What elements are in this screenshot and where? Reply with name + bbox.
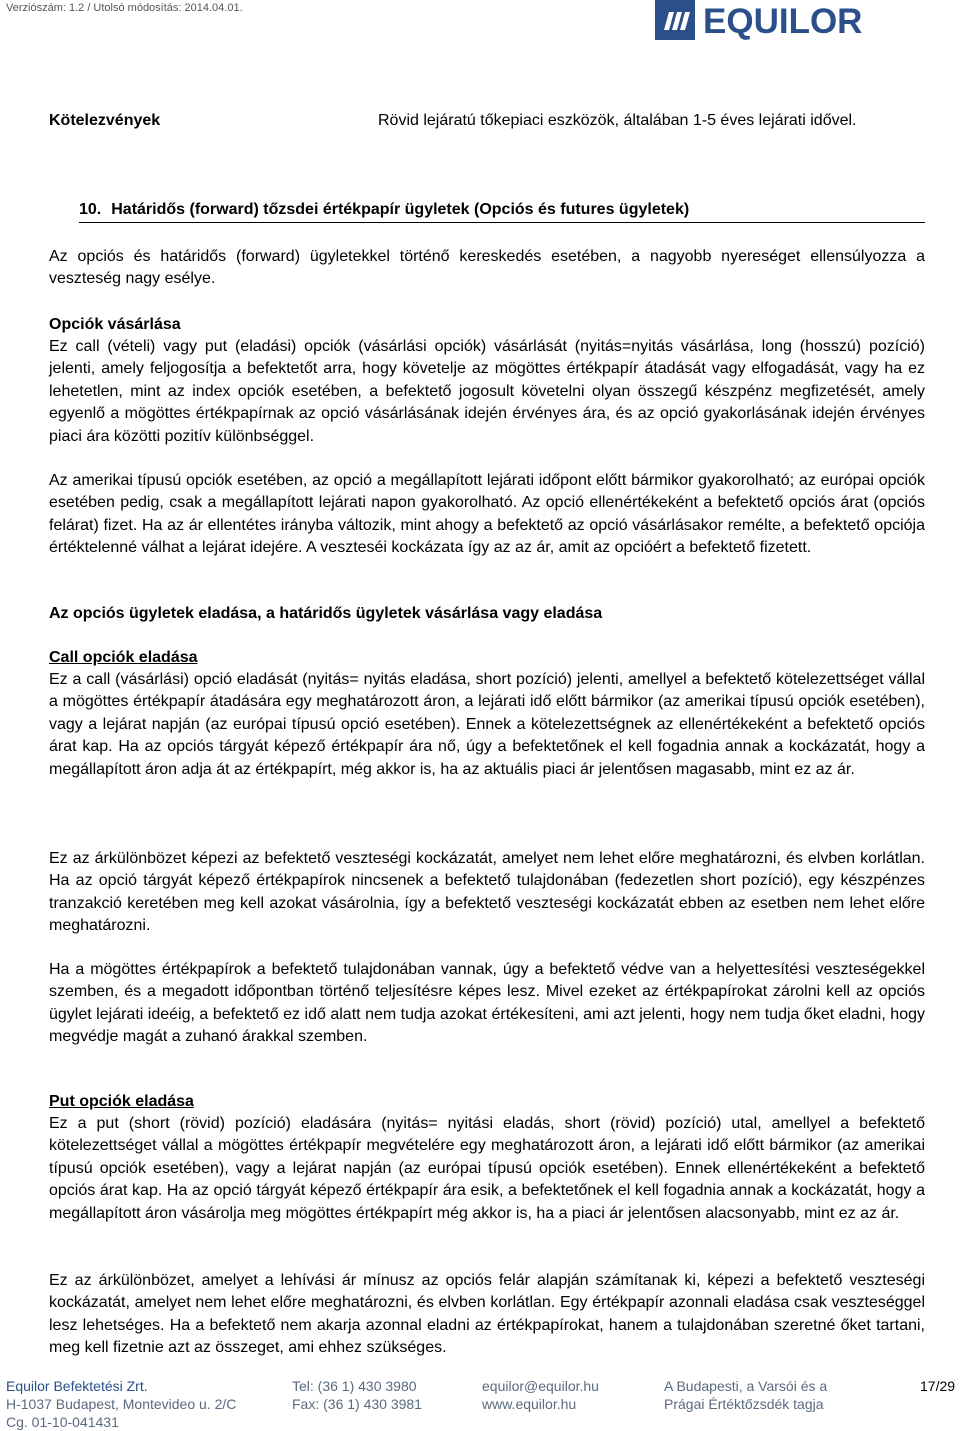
footer-note-1: A Budapesti, a Varsói és a	[664, 1378, 828, 1394]
footer-website[interactable]: www.equilor.hu	[482, 1396, 577, 1412]
intro-paragraph: Az opciós és határidős (forward) ügyletekkel történő kereskedés esetében, a nagyobb nyereséget ellensúlyozza a veszteség nagy esélye.	[49, 248, 925, 288]
call-sell-paragraph-2: Ez az árkülönbözet képezi az befektető veszteségi kockázatát, amelyet nem lehet előre meghatározni, és elvben korlátlan. Ha az opció tárgyát képező értékpapírok nincsenek a befektető tulajdonában (fedezetlen short pozíció), egy készpénzes tranzakció keretében meg kell azokat vásárolnia, így a befektető veszteségi kockázatát ebben az esetben nem lehet előre meghatározni.	[49, 850, 925, 935]
put-sell-paragraph-1: Ez a put (short (rövid) pozíció) eladására (nyitás= nyitási eladás, short (rövid) pozíció) utal, amellyel a befektető kötelezettséget vállal a mögöttes értékpapír megvételére egy meghatározott áron, a lejárati idő előtt bármikor (az amerikai típusú opciók esetében), vagy a lejárat napján (az európai típusú opciók esetében). Ennek ellenértékeként a befektető opciós árat kap. Ha az opció tárgyát képező értékpapír ára esik, a befektetőnek el kell fogadnia annak a kockázatát, hogy a megállapított áron vásárolja meg mögöttes értékpapírt még akkor is, ha a piaci ár jelentősen alacsonyabb, mint ez az ár.	[49, 1115, 925, 1222]
footer-registration: Cg. 01-10-041431	[6, 1414, 119, 1430]
footer-address: H-1037 Budapest, Montevideo u. 2/C	[6, 1396, 237, 1412]
page-footer	[0, 1377, 960, 1431]
options-buy-paragraph-1: Ez call (vételi) vagy put (eladási) opciók (vásárlási opciók) vásárlását (nyitás=nyitás vásárlása, long (hosszú) pozíció) jelenti, amely feljogosítja a befektetőt arra, hogy követelje az mögöttes értékpapír átadását vagy elfogadását, vagy ha ez lehetetlen, mint az index opciók esetében, a befektető jogosult követelni olyan összegű készpénz megfizetését, amely egyenlő a mögöttes értékpapírnak az opció vásárlásának idején érvényes ára, és az opció gyakorlásának idején érvényes piaci ára közötti pozitív különbséggel.	[49, 338, 925, 445]
definition-description: Rövid lejáratú tőkepiaci eszközök, általában 1-5 éves lejárati idővel.	[378, 112, 857, 129]
footer-tel: Tel: (36 1) 430 3980	[292, 1378, 417, 1394]
definition-term: Kötelezvények	[49, 112, 161, 129]
options-buy-heading: Opciók vásárlása	[49, 316, 181, 333]
section-title: Határidős (forward) tőzsdei értékpapír ügyletek (Opciós és futures ügyletek)	[111, 201, 690, 218]
call-sell-heading: Call opciók eladása	[49, 649, 198, 666]
call-sell-paragraph-3: Ha a mögöttes értékpapírok a befektető tulajdonában vannak, úgy a befektető védve van a helyettesítési veszteségekkel szemben, és a megadott időpontban történő teljesítésre képes lesz. Mivel ezeket az értékpapírokat zárolni kell az opciós ügylet lejárati ideéig, a befektető ez idő alatt nem tudja azokat értékesíteni, ami azt jelenti, hogy nem tudja őket eladni, hogy megvédje magát a zuhanó árakkal szemben.	[49, 961, 925, 1046]
footer-note-2: Prágai Értéktőzsdék tagja	[664, 1396, 824, 1412]
sell-heading: Az opciós ügyletek eladása, a határidős ügyletek vásárlása vagy eladása	[49, 605, 603, 622]
put-sell-paragraph-2: Ez az árkülönbözet, amelyet a lehívási ár mínusz az opciós felár alapján számítanak ki, képezi a befektető veszteségi kockázatát, amelyet nem lehet előre meghatározni, és elvben korlátlan. Egy értékpapír azonnali eladása csak veszteséggel lesz lehetséges. Ha a befektető nem akarja azonnal eladni az értékpapírokat, hanem a tulajdonában szeretné őket tartani, meg kell fizetnie azt az összeget, ami ehhez szükséges.	[49, 1272, 925, 1357]
put-sell-heading: Put opciók eladása	[49, 1093, 194, 1110]
options-buy-paragraph-2: Az amerikai típusú opciók esetében, az opció a megállapított lejárati időpont előtt bármikor gyakorolható; az európai opciók esetében pedig, csak a megállapított lejárati napon gyakorolható. Az opció ellenértékeként a befektető opciós árat (opciós felárat) fizet. Ha az ár ellentétes irányba változik, mint ahogy a befektető az opció vásárlásakor remélte, a befektető opciója értéktelenné válhat a lejárat idejére. A veszteséi kockázata így az az ár, amit az opcióért a befektető fizetett.	[49, 472, 925, 557]
equilor-logo	[655, 0, 920, 40]
call-sell-paragraph-1: Ez a call (vásárlási) opció eladását (nyitás= nyitás eladása, short pozíció) jelenti, amellyel a befektető kötelezettséget vállal a mögöttes értékpapír átadására egy meghatározott áron, a lejárati idő előtt bármikor (az amerikai típusú opciók esetében), vagy a lejárat napján (az európai típusú opció esetében). Ennek a kötelezettségnek az ellenértékeként a befektető opciós árat kap. Ha az opciós tárgyát képező értékpapír ára nő, úgy a befektetőnek el kell fogadnia annak a kockázatát, hogy a megállapított áron adja át az értékpapírt, még akkor is, ha az aktuális piaci ár jelentősen magasabb, mint ez az ár.	[49, 671, 925, 778]
section-heading	[79, 199, 925, 223]
logo-text: EQUILOR	[703, 2, 863, 40]
footer-email[interactable]: equilor@equilor.hu	[482, 1378, 599, 1394]
footer-company: Equilor Befektetési Zrt.	[6, 1378, 148, 1394]
page-number: 17/29	[920, 1378, 956, 1394]
version-label: Verziószám: 1.2 / Utolsó módosítás: 2014.04.01.	[6, 2, 243, 14]
footer-fax: Fax: (36 1) 430 3981	[292, 1396, 422, 1412]
section-number: 10.	[79, 201, 102, 218]
